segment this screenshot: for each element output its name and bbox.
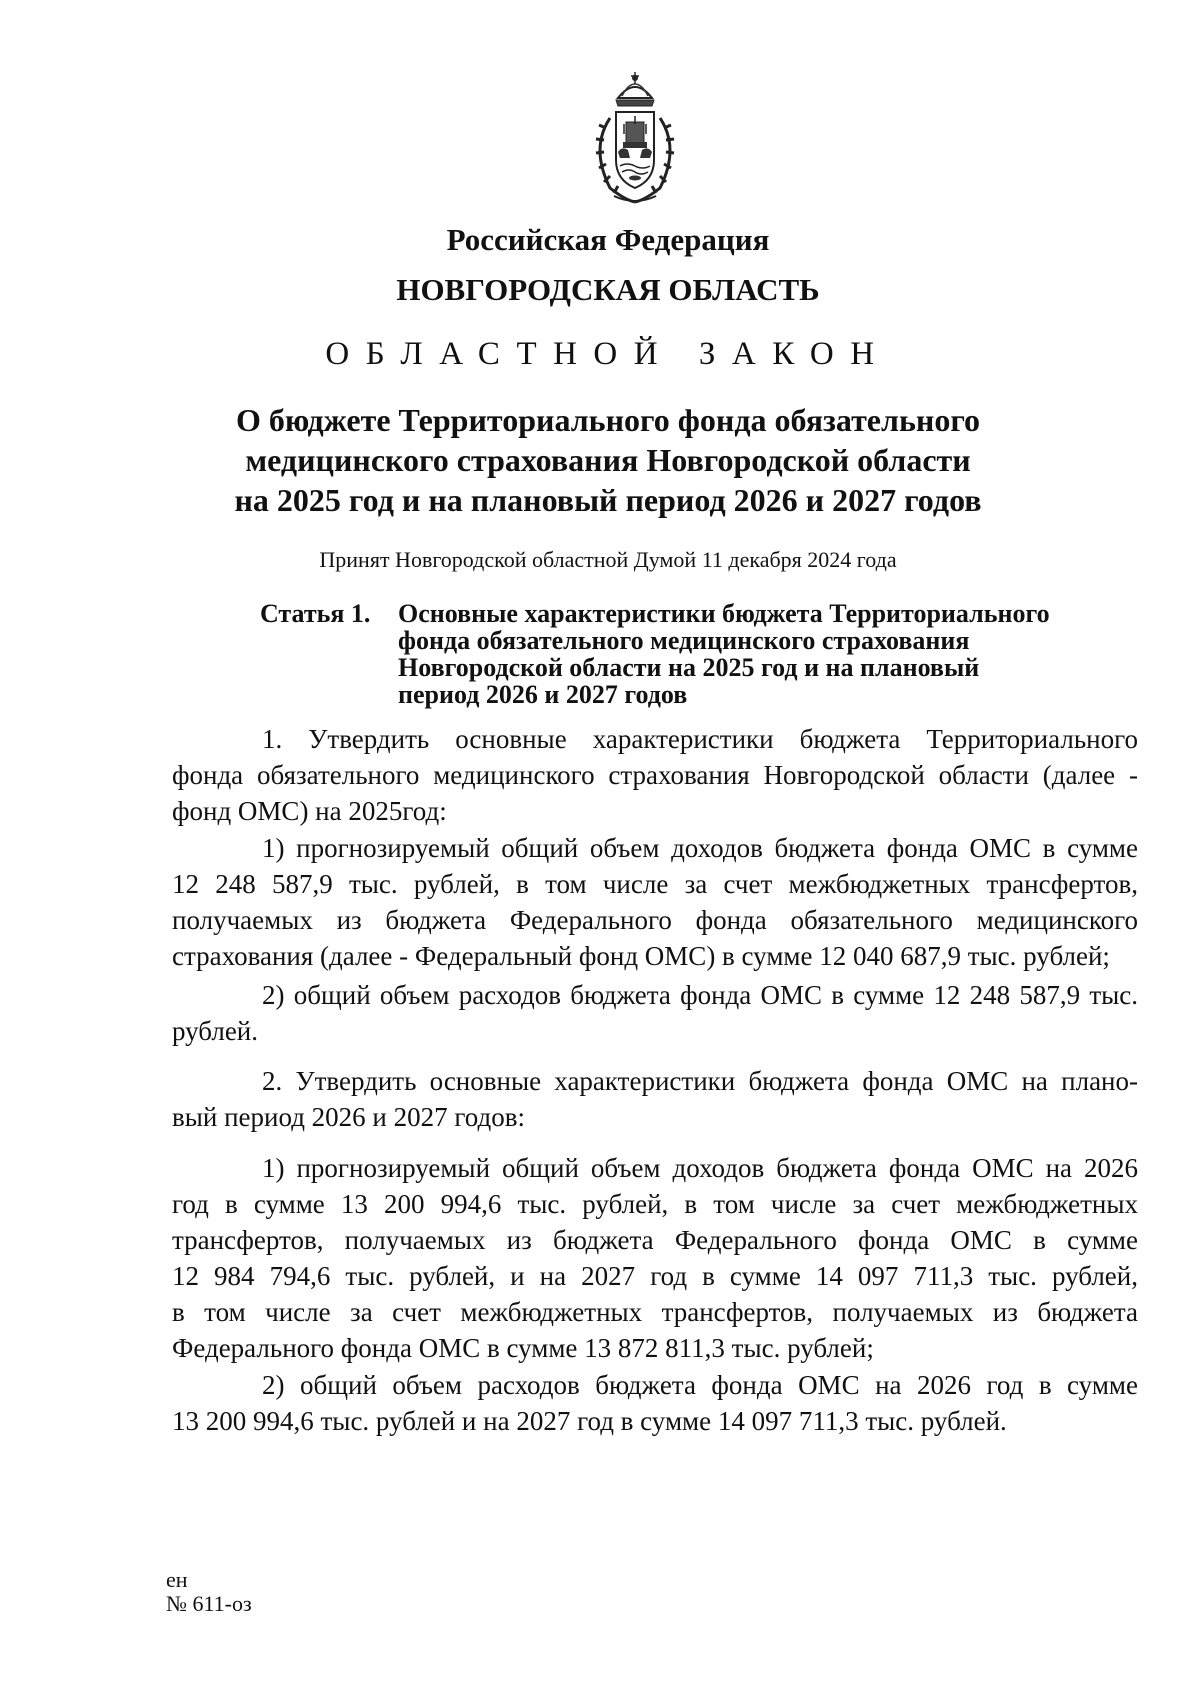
law-title-line: на 2025 год и на плановый период 2026 и 2027 годов [234,482,982,518]
footer-initials: ен [166,1567,188,1592]
country-name: Российская Федерация [446,222,770,257]
paragraph-line: год в сумме 13 200 994,6 тыс. рублей, в том числе за счет межбюджетных [172,1189,1138,1219]
paragraph [172,1150,1138,1366]
paragraph-line: фонда обязательного медицинского страхования Новгородской области (далее - [172,760,1138,790]
law-number: № 611-оз [166,1591,252,1616]
paragraph [172,721,1138,829]
paragraph [172,977,1138,1049]
paragraph-line: 12 248 587,9 тыс. рублей, в том числе за счет межбюджетных трансфертов, [172,869,1138,899]
law-type: ОБЛАСТНОЙ ЗАКОН [325,336,891,372]
region-name: НОВГОРОДСКАЯ ОБЛАСТЬ [396,272,820,307]
article-title-line: Новгородской области на 2025 год и на плановый [398,653,980,682]
article-label: Статья 1. [260,599,371,628]
paragraph-line: 13 200 994,6 тыс. рублей и на 2027 год в сумме 14 097 711,3 тыс. рублей. [172,1406,1007,1436]
article-title-line: период 2026 и 2027 годов [398,680,688,709]
paragraph-line: получаемых из бюджета Федерального фонда обязательного медицинского [172,905,1138,935]
paragraph-line: рублей. [172,1016,259,1046]
paragraph [172,830,1138,974]
article-title-line: Основные характеристики бюджета Территориального [398,599,1050,628]
paragraph-line: страхования (далее - Федеральный фонд ОМС) в сумме 12 040 687,9 тыс. рублей; [172,941,1110,971]
paragraph [172,1367,1138,1439]
law-title [200,400,1016,520]
paragraph-line: 1) прогнозируемый общий объем доходов бюджета фонда ОМС на 2026 [262,1153,1138,1183]
law-title-line: медицинского страхования Новгородской области [245,442,971,478]
law-title-line: О бюджете Территориального фонда обязательного [235,402,981,438]
paragraph-line: трансфертов, получаемых из бюджета Федерального фонда ОМС в сумме [172,1225,1138,1255]
paragraph-line: 12 984 794,6 тыс. рублей, и на 2027 год в сумме 14 097 711,3 тыс. рублей, [172,1261,1138,1291]
paragraph-line: 2) общий объем расходов бюджета фонда ОМС в сумме 12 248 587,9 тыс. [262,980,1138,1010]
paragraph-line: фонд ОМС) на 2025год: [172,796,447,826]
article-title [398,600,1050,708]
paragraph-line: вый период 2026 и 2027 годов: [172,1102,525,1132]
paragraph-line: 2) общий объем расходов бюджета фонда ОМС на 2026 год в сумме [262,1370,1138,1400]
paragraph-line: 1) прогнозируемый общий объем доходов бюджета фонда ОМС в сумме [262,833,1138,863]
paragraph-line: Федерального фонда ОМС в сумме 13 872 811,3 тыс. рублей; [172,1333,874,1363]
paragraph-line: в том числе за счет межбюджетных трансфертов, получаемых из бюджета [172,1297,1138,1327]
article-title-line: фонда обязательного медицинского страхования [398,626,970,655]
paragraph [172,1063,1138,1135]
paragraph-line: 2. Утвердить основные характеристики бюджета фонда ОМС на плано- [262,1066,1138,1096]
coat-of-arms-emblem [580,68,690,208]
document-footer [166,1568,252,1616]
paragraph-line: 1. Утвердить основные характеристики бюджета Территориального [262,724,1138,754]
adoption-note: Принят Новгородской областной Думой 11 декабря 2024 года [319,547,897,572]
